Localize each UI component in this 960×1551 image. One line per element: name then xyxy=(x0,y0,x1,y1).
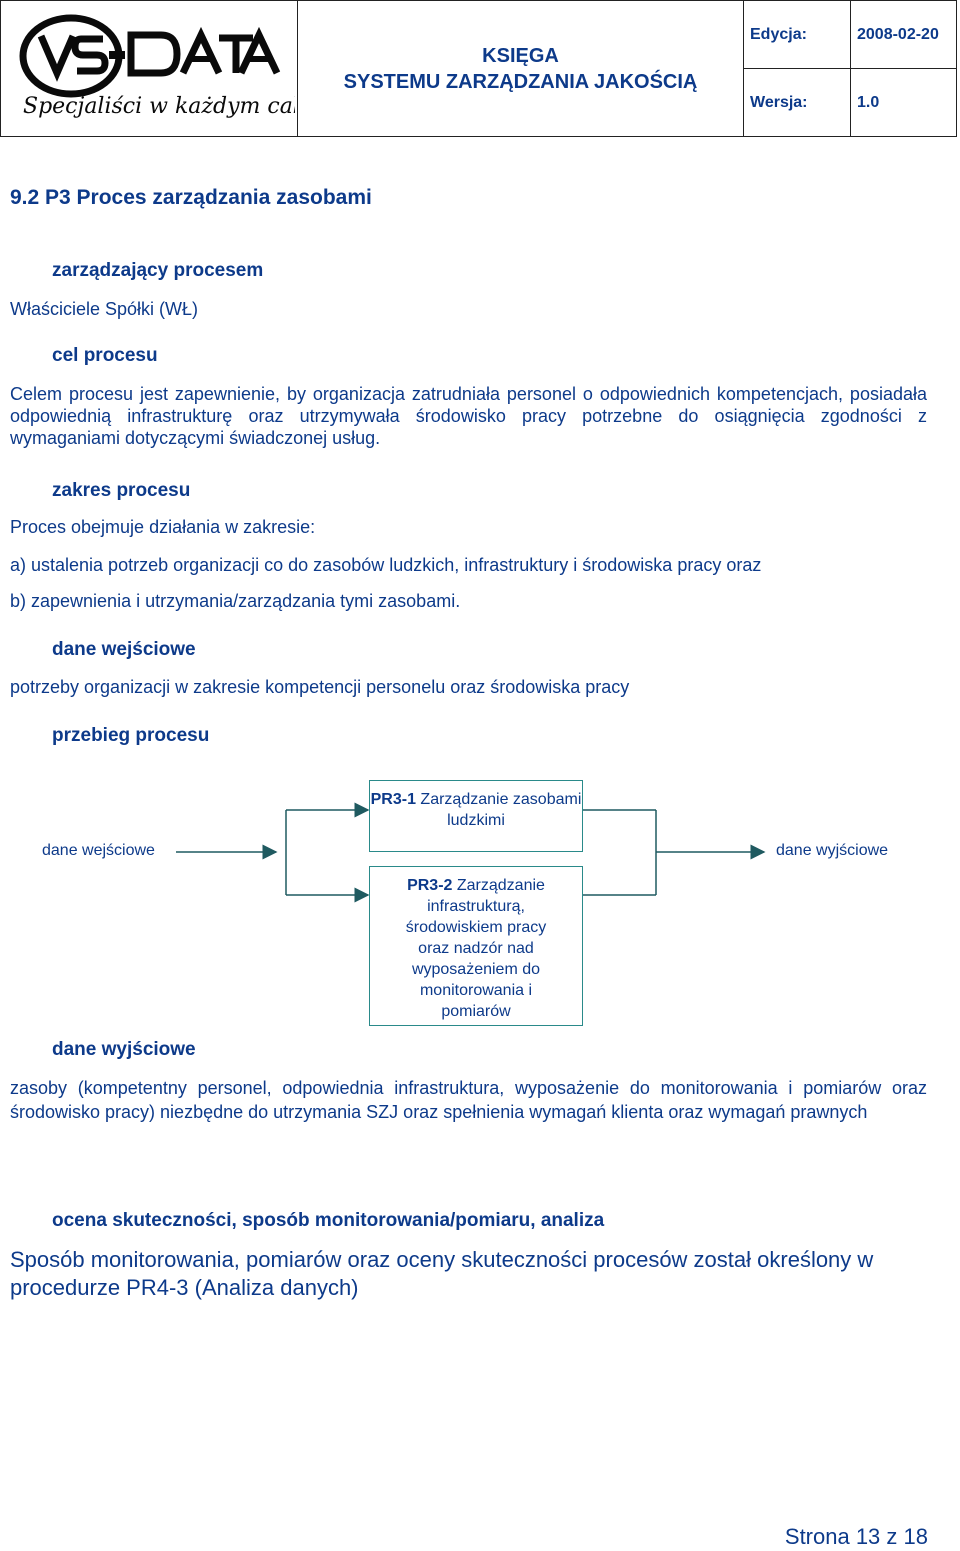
goal-heading: cel procesu xyxy=(52,345,158,366)
evaluation-text: Sposób monitorowania, pomiarów oraz oceny skuteczności procesów został określony w procedurze PR4-3 (Analiza danych) xyxy=(10,1247,874,1300)
scope-heading: zakres procesu xyxy=(52,480,191,501)
logo-tagline: Specjaliści w każdym calu! xyxy=(23,94,295,119)
scope-item-b: b) zapewnienia i utrzymania/zarządzania tymi zasobami. xyxy=(10,591,461,611)
flow-input-label: dane wejściowe xyxy=(42,842,155,859)
owner-value: Właściciele Spółki (WŁ) xyxy=(10,299,199,319)
scope-item-a: a) ustalenia potrzeb organizacji co do zasobów ludzkich, infrastruktury i środowiska pracy oraz xyxy=(10,555,762,575)
document-header xyxy=(0,0,957,137)
box1-code: PR3-1 xyxy=(370,791,416,808)
vsdata-logo xyxy=(1,1,295,131)
flow-heading: przebieg procesu xyxy=(52,725,210,746)
section-title: 9.2 P3 Proces zarządzania zasobami xyxy=(10,186,372,209)
box2-text: Zarządzanie infrastrukturą, środowiskiem pracy oraz nadzór nad wyposażeniem do monitorowania i pomiarów xyxy=(405,877,547,1020)
logo-cell xyxy=(1,1,298,137)
outputs-heading: dane wyjściowe xyxy=(52,1039,196,1060)
process-box-pr3-1 xyxy=(369,780,583,852)
edition-value: 2008-02-20 xyxy=(851,1,957,69)
outputs-text: zasoby (kompetentny personel, odpowiednia infrastruktura, wyposażenie do monitorowania i pomiarów oraz środowisko pracy) niezbędne do utrzymania SZJ oraz spełnienia wymagań klienta oraz wymagań prawnych xyxy=(10,1078,927,1122)
version-value: 1.0 xyxy=(851,69,957,137)
title-line-1: KSIĘGA xyxy=(482,44,559,67)
edition-label: Edycja: xyxy=(744,1,851,69)
scope-intro: Proces obejmuje działania w zakresie: xyxy=(10,517,316,537)
box2-code: PR3-2 xyxy=(407,877,453,894)
flow-output-label: dane wyjściowe xyxy=(776,842,889,859)
box1-text: Zarządzanie zasobami ludzkimi xyxy=(415,791,582,829)
inputs-heading: dane wejściowe xyxy=(52,639,196,660)
title-line-2: SYSTEMU ZARZĄDZANIA JAKOŚCIĄ xyxy=(343,70,698,93)
page-number: Strona 13 z 18 xyxy=(784,1524,928,1549)
process-box-pr3-2 xyxy=(369,866,583,1026)
document-title xyxy=(298,1,744,137)
inputs-text: potrzeby organizacji w zakresie kompetencji personelu oraz środowiska pracy xyxy=(10,677,630,697)
evaluation-heading: ocena skuteczności, sposób monitorowania/pomiaru, analiza xyxy=(52,1210,605,1231)
version-label: Wersja: xyxy=(744,69,851,137)
goal-text: Celem procesu jest zapewnienie, by organizacja zatrudniała personel o odpowiednich kompetencjach, posiadała odpowiednią infrastrukturę oraz utrzymywała środowisko pracy potrzebne do osiągnięcia zgodności z wymaganiami dotyczącymi świadczonej usług. xyxy=(10,384,927,448)
owner-heading: zarządzający procesem xyxy=(52,260,264,281)
